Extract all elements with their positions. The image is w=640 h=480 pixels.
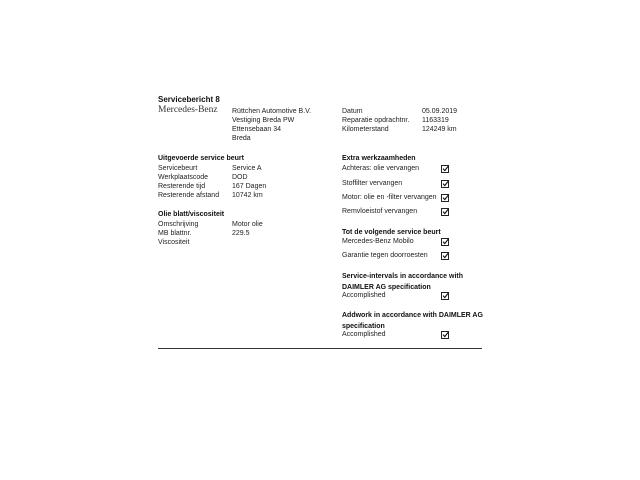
bottom-divider [158,348,482,349]
meta-label-mileage: Kilometerstand [342,126,389,133]
next-item-label: Mercedes-Benz Mobilo [342,238,414,245]
check-icon [442,208,449,215]
meta-value-date: 05.09.2019 [422,108,458,115]
addwork-item-label: Accomplished [342,331,386,338]
service-heading: Uitgevoerde service beurt [158,155,244,162]
next-item-checkbox[interactable] [441,238,449,246]
extra-item-checkbox[interactable] [441,208,449,216]
next-item-checkbox[interactable] [441,252,449,260]
report-title: Servicebericht 8 [158,95,220,104]
extra-heading: Extra werkzaamheden [342,155,416,162]
intervals-heading: Service-intervals in accordance with DAIMLER AG specification [342,273,463,291]
service-label-distance: Resterende afstand [158,192,220,199]
intervals-item-checkbox[interactable] [441,292,449,300]
service-label-code: Werkplaatscode [158,174,209,181]
extra-item-label: Stoffilter vervangen [342,180,403,187]
oil-label-description: Omschrijving [158,221,199,228]
meta-label-order: Reparatie opdrachtnr. [342,117,410,124]
service-value-distance: 10742 km [232,192,263,199]
check-icon [442,252,449,259]
dealer-name: Rüttchen Automotive B.V. [232,108,312,115]
intervals-item-label: Accomplished [342,292,386,299]
oil-value-description: Motor olie [232,221,263,228]
meta-label-date: Datum [342,108,363,115]
service-label-time: Resterende tijd [158,183,206,190]
check-icon [442,331,449,338]
check-icon [442,180,449,187]
extra-item-label: Achteras: olie vervangen [342,165,420,172]
oil-value-spec: 229.5 [232,230,250,237]
meta-value-order: 1163319 [422,117,449,124]
addwork-item-checkbox[interactable] [441,331,449,339]
oil-label-spec: MB blattnr. [158,230,192,237]
service-value-time: 167 Dagen [232,183,267,190]
extra-item-label: Remvloeistof vervangen [342,208,418,215]
brand-name: Mercedes-Benz [158,105,218,115]
check-icon [442,194,449,201]
addwork-heading: Addwork in accordance with DAIMLER AG specification [342,312,483,330]
meta-value-mileage: 124249 km [422,126,457,133]
oil-label-viscosity: Viscositeit [158,239,190,246]
extra-item-checkbox[interactable] [441,194,449,202]
extra-item-label: Motor: olie en -filter vervangen [342,194,437,201]
dealer-branch: Vestiging Breda PW [232,117,295,124]
check-icon [442,238,449,245]
service-label-type: Servicebeurt [158,165,198,172]
service-value-code: DOD [232,174,248,181]
dealer-street: Ettensebaan 34 [232,126,282,133]
extra-item-checkbox[interactable] [441,180,449,188]
check-icon [442,292,449,299]
dealer-city: Breda [232,135,251,142]
oil-heading: Olie blatt/viscositeit [158,211,225,218]
check-icon [442,165,449,172]
next-item-label: Garantie tegen doorroesten [342,252,428,259]
next-heading: Tot de volgende service beurt [342,229,441,236]
service-value-type: Service A [232,165,262,172]
extra-item-checkbox[interactable] [441,165,449,173]
